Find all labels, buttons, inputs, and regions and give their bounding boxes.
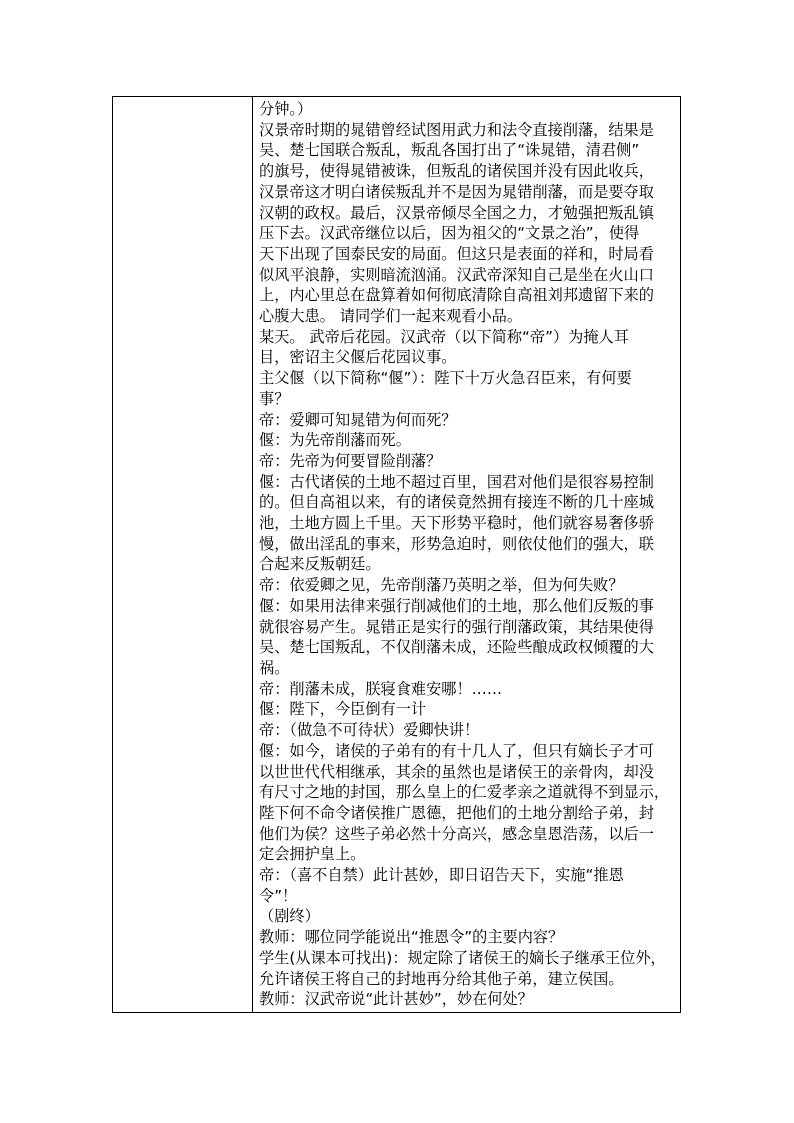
left-column-cell (113, 97, 253, 1012)
text-line: 似风平浪静，实则暗流汹涌。汉武帝深知自己是坐在火山口 (259, 265, 654, 284)
text-line: （剧终） (259, 907, 320, 926)
text-line: 的。但自高祖以来，有的诸侯竟然拥有接连不断的几十座城 (259, 493, 654, 512)
text-line: 心腹大患。 请同学们一起来观看小品。 (259, 307, 523, 326)
text-line: 汉景帝时期的晁错曾经试图用武力和法令直接削藩，结果是 (259, 120, 654, 139)
text-line: 偃：陛下，今臣倒有一计 (259, 700, 427, 719)
text-line: 天下出现了国泰民安的局面。但这只是表面的祥和，时局看 (259, 244, 654, 263)
text-line: 就很容易产生。晁错正是实行的强行削藩政策，其结果使得 (259, 617, 654, 636)
text-line: 教师：汉武帝说“此计甚妙”，妙在何处？ (259, 990, 533, 1009)
text-line: 的旗号，使得晁错被诛，但叛乱的诸侯国并没有因此收兵， (259, 162, 654, 181)
text-line: 事？ (259, 389, 290, 408)
text-line: 吴、楚七国联合叛乱，叛乱各国打出了“诛晁错，清君侧” (259, 141, 640, 160)
text-line: 陛下何不命令诸侯推广恩德，把他们的土地分割给子弟，封 (259, 803, 654, 822)
text-line: 有尺寸之地的封国，那么皇上的仁爱孝亲之道就得不到显示， (259, 783, 670, 802)
text-line: 帝：（做急不可待状）爱卿快讲！ (259, 721, 480, 740)
text-line: 偃：如果用法律来强行削减他们的土地，那么他们反叛的事 (259, 596, 654, 615)
text-line: 分钟。） (259, 100, 313, 118)
text-line: 祸。 (259, 658, 290, 677)
text-line: 帝：削藩未成，朕寝食难安哪！…… (259, 679, 502, 698)
text-line: 慢，做出淫乱的事来，形势急迫时，则依仗他们的强大，联 (259, 534, 654, 553)
text-line: 吴、楚七国叛乱，不仅削藩未成，还险些酿成政权倾覆的大 (259, 638, 654, 657)
text-line: 池，土地方圆上千里。天下形势平稳时，他们就容易奢侈骄 (259, 514, 654, 533)
text-line: 汉景帝这才明白诸侯叛乱并不是因为晁错削藩，而是要夺取 (259, 182, 654, 201)
text-line: 某天。 武帝后花园。汉武帝（以下简称“帝”）为掩人耳 (259, 327, 629, 346)
text-line: 定会拥护皇上。 (259, 845, 366, 864)
text-line: 目，密诏主父偃后花园议事。 (259, 348, 457, 367)
text-line: 偃：如今，诸侯的子弟有的有十几人了，但只有嫡长子才可 (259, 741, 654, 760)
text-line: 主父偃（以下简称“偃”）：陛下十万火急召臣来，有何要 (259, 369, 632, 388)
text-line: 合起来反叛朝廷。 (259, 555, 381, 574)
text-line: 上，内心里总在盘算着如何彻底清除自高祖刘邦遗留下来的 (259, 286, 654, 305)
text-line: 压下去。汉武帝继位以后，因为祖父的“文景之治”，使得 (259, 224, 640, 243)
text-line: 帝：依爱卿之见，先帝削藩乃英明之举，但为何失败？ (259, 576, 624, 595)
text-line: 允许诸侯王将自己的封地再分给其他子弟，建立侯国。 (259, 969, 624, 988)
text-line: 他们为侯？这些子弟必然十分高兴，感念皇恩浩荡，以后一 (259, 824, 654, 843)
text-line: 汉朝的政权。最后，汉景帝倾尽全国之力，才勉强把叛乱镇 (259, 203, 654, 222)
text-line: 令”！ (259, 886, 298, 905)
lesson-table (112, 96, 681, 1013)
text-line: 偃：古代诸侯的土地不超过百里，国君对他们是很容易控制 (259, 472, 654, 491)
text-line: 教师：哪位同学能说出“推恩令”的主要内容？ (259, 928, 564, 947)
text-line: 帝：先帝为何要冒险削藩？ (259, 451, 442, 470)
content-cell (254, 97, 680, 1012)
text-line: 帝：爱卿可知晁错为何而死？ (259, 410, 457, 429)
text-line: 帝：（喜不自禁）此计甚妙，即日诏告天下，实施“推恩 (259, 866, 624, 885)
text-line: 以世世代代相继承，其余的虽然也是诸侯王的亲骨肉，却没 (259, 762, 654, 781)
text-line: 学生(从课本可找出)：规定除了诸侯王的嫡长子继承王位外， (259, 948, 666, 967)
text-line: 偃：为先帝削藩而死。 (259, 431, 411, 450)
